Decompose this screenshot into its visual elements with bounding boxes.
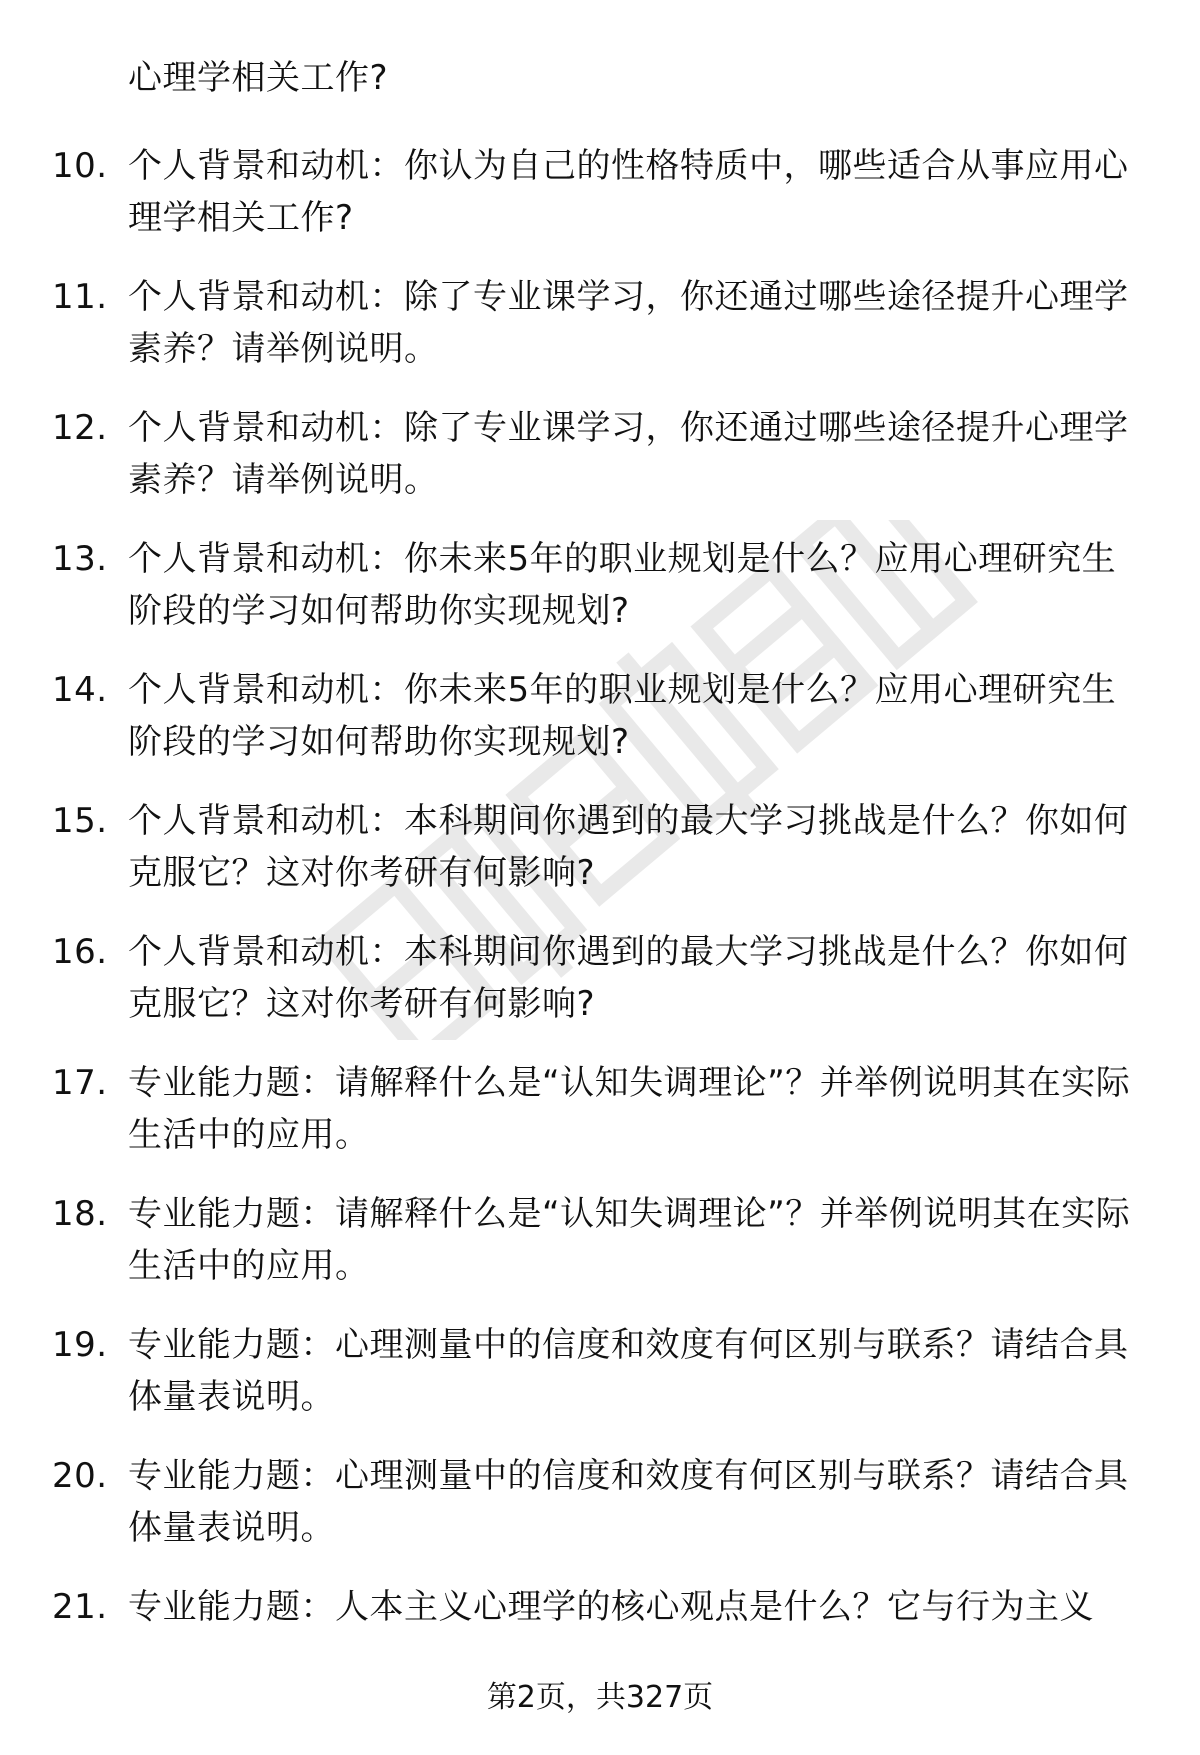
question-list [0,140,1200,1712]
question-number: 17. [52,1063,108,1103]
list-item [0,140,1200,271]
question-number: 14. [52,670,108,710]
question-number: 13. [52,539,108,579]
question-text: 个人背景和动机：除了专业课学习，你还通过哪些途径提升心理学素养？请举例说明。 [128,277,1129,369]
question-number: 21. [52,1587,108,1627]
question-number: 18. [52,1194,108,1234]
question-number: 16. [52,932,108,972]
question-number: 10. [52,146,108,186]
list-item [0,926,1200,1057]
question-text: 专业能力题：心理测量中的信度和效度有何区别与联系？请结合具体量表说明。 [128,1456,1129,1548]
list-item [0,271,1200,402]
question-text: 个人背景和动机：除了专业课学习，你还通过哪些途径提升心理学素养？请举例说明。 [128,408,1129,500]
list-item [0,664,1200,795]
question-number: 20. [52,1456,108,1496]
question-text: 专业能力题：请解释什么是“认知失调理论”？并举例说明其在实际生活中的应用。 [128,1063,1131,1155]
question-text: 专业能力题：人本主义心理学的核心观点是什么？它与行为主义 [128,1587,1094,1627]
question-number: 11. [52,277,108,317]
question-text: 个人背景和动机：你未来5年的职业规划是什么？应用心理研究生阶段的学习如何帮助你实现规划? [128,670,1117,762]
list-item [0,1450,1200,1581]
question-text: 个人背景和动机：本科期间你遇到的最大学习挑战是什么？你如何克服它？这对你考研有何影响? [128,932,1129,1024]
question-text: 个人背景和动机：你未来5年的职业规划是什么？应用心理研究生阶段的学习如何帮助你实现规划? [128,539,1117,631]
question-text: 个人背景和动机：本科期间你遇到的最大学习挑战是什么？你如何克服它？这对你考研有何影响? [128,801,1129,893]
page-indicator: 第2页，共327页 [486,1680,714,1715]
list-item [0,402,1200,533]
question-text: 个人背景和动机：你认为自己的性格特质中，哪些适合从事应用心理学相关工作? [128,146,1129,238]
question-text: 专业能力题：心理测量中的信度和效度有何区别与联系？请结合具体量表说明。 [128,1325,1129,1417]
list-item [0,1188,1200,1319]
list-item [0,533,1200,664]
continued-question-text: 心理学相关工作? [128,58,389,98]
question-number: 19. [52,1325,108,1365]
list-item [0,795,1200,926]
question-number: 15. [52,801,108,841]
question-number: 12. [52,408,108,448]
list-item [0,1057,1200,1188]
list-item [0,1319,1200,1450]
question-text: 专业能力题：请解释什么是“认知失调理论”？并举例说明其在实际生活中的应用。 [128,1194,1131,1286]
